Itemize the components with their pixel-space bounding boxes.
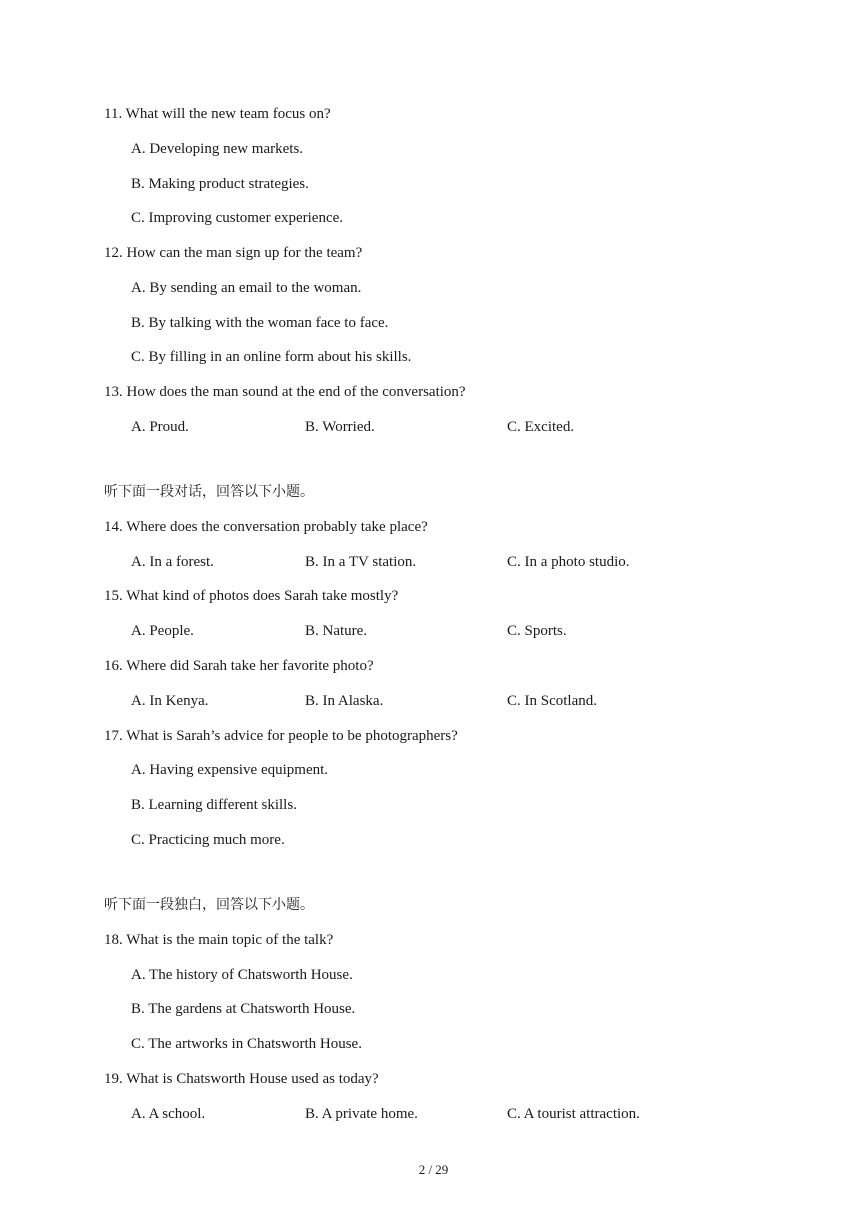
- question-11-option-c: C. Improving customer experience.: [131, 210, 344, 226]
- question-13-option-b: B. Worried.: [305, 419, 375, 435]
- question-12-option-a: A. By sending an email to the woman.: [131, 280, 362, 296]
- question-16-option-a: A. In Kenya.: [131, 693, 209, 709]
- question-12-option-b: B. By talking with the woman face to face.: [131, 315, 389, 331]
- question-15-stem: 15. What kind of photos does Sarah take mostly?: [104, 588, 399, 604]
- question-16-stem: 16. Where did Sarah take her favorite photo?: [104, 658, 374, 674]
- question-17-option-c: C. Practicing much more.: [131, 832, 285, 848]
- question-14-option-b: B. In a TV station.: [305, 554, 417, 570]
- question-15-option-a: A. People.: [131, 623, 194, 639]
- question-19-option-c: C. A tourist attraction.: [507, 1106, 640, 1122]
- question-16-option-c: C. In Scotland.: [507, 693, 597, 709]
- question-16-option-b: B. In Alaska.: [305, 693, 384, 709]
- question-19-option-a: A. A school.: [131, 1106, 206, 1122]
- question-14-option-a: A. In a forest.: [131, 554, 214, 570]
- question-13-stem: 13. How does the man sound at the end of the conversation?: [104, 384, 466, 400]
- question-11-stem: 11. What will the new team focus on?: [104, 106, 331, 122]
- question-18-stem: 18. What is the main topic of the talk?: [104, 932, 334, 948]
- question-13-option-a: A. Proud.: [131, 419, 189, 435]
- question-12-option-c: C. By filling in an online form about his skills.: [131, 349, 412, 365]
- dialogue-instruction: 听下面一段对话，回答以下小题。: [104, 484, 314, 500]
- question-17-option-b: B. Learning different skills.: [131, 797, 297, 813]
- question-18-option-c: C. The artworks in Chatsworth House.: [131, 1036, 362, 1052]
- question-14-option-c: C. In a photo studio.: [507, 554, 630, 570]
- question-18-option-a: A. The history of Chatsworth House.: [131, 967, 353, 983]
- question-19-stem: 19. What is Chatsworth House used as today?: [104, 1071, 379, 1087]
- question-15-option-b: B. Nature.: [305, 623, 368, 639]
- question-15-option-c: C. Sports.: [507, 623, 567, 639]
- question-12-stem: 12. How can the man sign up for the team?: [104, 245, 363, 261]
- question-14-stem: 14. Where does the conversation probably take place?: [104, 519, 428, 535]
- question-17-option-a: A. Having expensive equipment.: [131, 762, 329, 778]
- question-19-option-b: B. A private home.: [305, 1106, 418, 1122]
- question-17-stem: 17. What is Sarah’s advice for people to be photographers?: [104, 728, 458, 744]
- monologue-instruction: 听下面一段独白，回答以下小题。: [104, 897, 314, 913]
- page-number: 2 / 29: [418, 1162, 449, 1177]
- question-13-option-c: C. Excited.: [507, 419, 575, 435]
- question-11-option-b: B. Making product strategies.: [131, 176, 309, 192]
- question-18-option-b: B. The gardens at Chatsworth House.: [131, 1001, 356, 1017]
- question-11-option-a: A. Developing new markets.: [131, 141, 304, 157]
